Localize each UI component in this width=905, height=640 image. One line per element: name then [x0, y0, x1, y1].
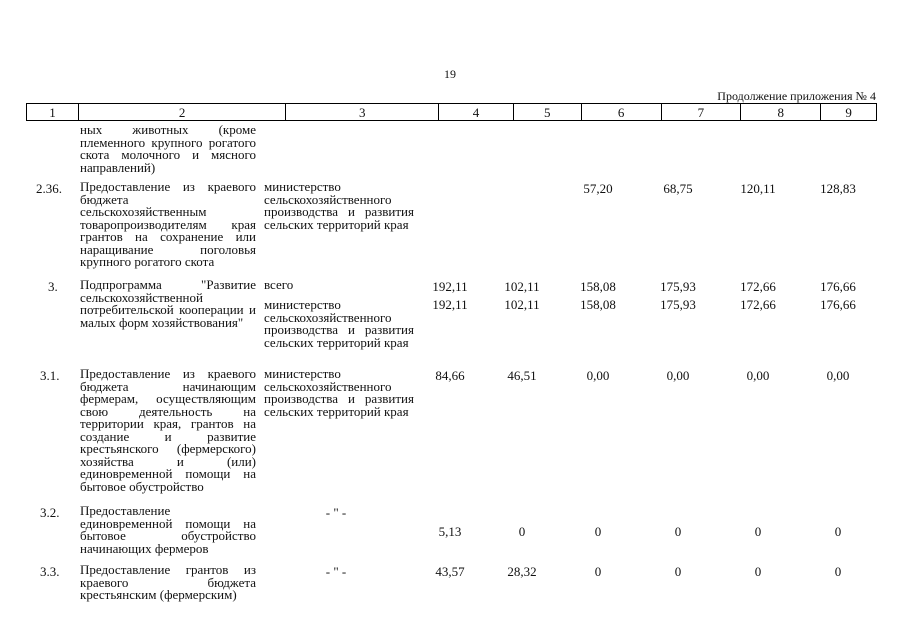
row-2-36-col6: 57,20 — [583, 181, 613, 196]
row-3-min-col8: 172,66 — [740, 297, 776, 312]
row-2-36-col9: 128,83 — [820, 181, 856, 196]
header-col-7: 7 — [662, 104, 742, 120]
row-3-total-col7: 175,93 — [660, 279, 696, 294]
header-col-1: 1 — [27, 104, 79, 120]
row-3-2-num: 3.2. — [40, 505, 60, 520]
row-3-min-col7: 175,93 — [660, 297, 696, 312]
row-3-3-col4: 43,57 — [435, 564, 465, 579]
row-3-1-num: 3.1. — [40, 368, 60, 383]
row-3-total-col9: 176,66 — [820, 279, 856, 294]
header-col-5: 5 — [514, 104, 582, 120]
row-3-total-col4: 192,11 — [432, 279, 468, 294]
row-3-3-ditto: - " - — [325, 564, 347, 579]
row-3-desc: Подпрограмма "Развитие сельскохозяйственной потребительской кооперации и малых форм хозяйствования" — [80, 277, 256, 330]
page-number: 19 — [444, 67, 456, 81]
row-3-3-col8: 0 — [754, 564, 762, 579]
row-3-1-col8: 0,00 — [746, 368, 770, 383]
header-col-3: 3 — [286, 104, 439, 120]
row-3-1-col9: 0,00 — [826, 368, 850, 383]
row-3-2-col9: 0 — [834, 524, 842, 539]
row-3-3-col9: 0 — [834, 564, 842, 579]
row-3-total-col5: 102,11 — [504, 279, 540, 294]
row-3-1-col7: 0,00 — [666, 368, 690, 383]
row-3-min-col5: 102,11 — [504, 297, 540, 312]
row-3-1-col5: 46,51 — [507, 368, 537, 383]
row-3-1-col4: 84,66 — [435, 368, 465, 383]
header-col-4: 4 — [439, 104, 514, 120]
row-3-3-desc: Предоставление грантов из краевого бюджета крестьянским (фермерским) — [80, 562, 256, 602]
header-col-9: 9 — [845, 105, 852, 120]
row-3-2-ditto: - " - — [325, 505, 347, 520]
row-3-min-col6: 158,08 — [580, 297, 616, 312]
row-3-total-col6: 158,08 — [580, 279, 616, 294]
row-3-2-col4: 5,13 — [438, 524, 462, 539]
header-col-6: 6 — [582, 104, 662, 120]
row-3-num: 3. — [48, 279, 58, 294]
row-3-2-col5: 0 — [518, 524, 526, 539]
row-3-1-col6: 0,00 — [586, 368, 610, 383]
row-continued-desc: ных животных (кроме племенного крупного рогатого скота молочного и мясного направлений) — [80, 122, 256, 175]
row-3-min-col4: 192,11 — [432, 297, 468, 312]
row-3-3-col7: 0 — [674, 564, 682, 579]
row-2-36-ministry: министерство сельскохозяйственного производства и развития сельских территорий края — [264, 179, 414, 232]
row-3-3-num: 3.3. — [40, 564, 60, 579]
row-3-total-label: всего — [264, 277, 294, 292]
row-3-total-col8: 172,66 — [740, 279, 776, 294]
row-2-36-col7: 68,75 — [663, 181, 693, 196]
row-2-36-desc: Предоставление из краевого бюджета сельскохозяйственным товаропроизводителям края грантов на сохранение или наращивание поголовья крупного рогатого скота — [80, 179, 256, 269]
row-3-ministry: министерство сельскохозяйственного производства и развития сельских территорий края — [264, 297, 414, 350]
row-3-2-col7: 0 — [674, 524, 682, 539]
row-3-2-col6: 0 — [594, 524, 602, 539]
row-2-36-num: 2.36. — [36, 181, 62, 196]
row-3-3-col6: 0 — [594, 564, 602, 579]
table-header — [26, 103, 877, 121]
continuation-note: Продолжение приложения № 4 — [717, 89, 876, 103]
row-3-1-desc: Предоставление из краевого бюджета начинающим фермерам, осуществляющим свою деятельность на территории края, грантов на создание и развитие крестьянского (фермерского) хозяйства и (или) единовременной помощи на бытовое обустройство — [80, 366, 256, 494]
row-3-2-col8: 0 — [754, 524, 762, 539]
row-3-2-desc: Предоставление единовременной помощи на бытовое обустройство начинающих фермеров — [80, 503, 256, 556]
header-col-2: 2 — [79, 104, 287, 120]
row-3-min-col9: 176,66 — [820, 297, 856, 312]
header-col-8: 8 — [741, 104, 821, 120]
row-3-1-ministry: министерство сельскохозяйственного производства и развития сельских территорий края — [264, 366, 414, 419]
row-2-36-col8: 120,11 — [740, 181, 776, 196]
row-3-3-col5: 28,32 — [507, 564, 537, 579]
